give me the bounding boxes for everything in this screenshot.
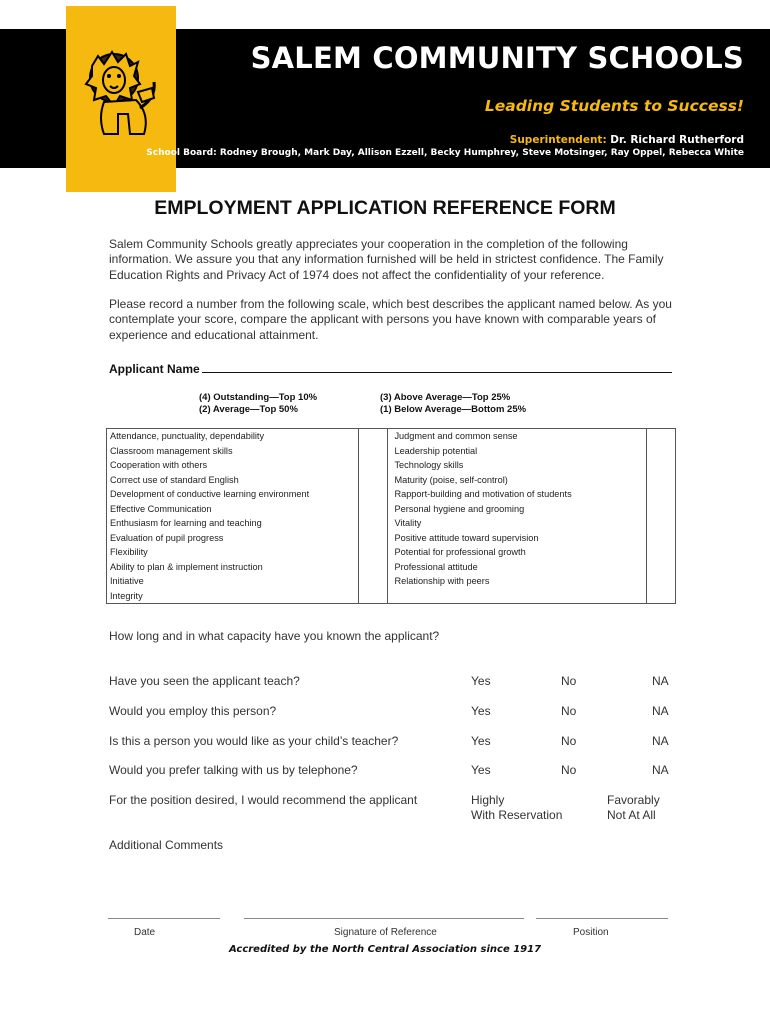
rating-row (107, 531, 676, 546)
rating-row (107, 589, 676, 604)
additional-comments-label: Additional Comments (109, 838, 224, 852)
rating-label-left: Initiative (107, 574, 359, 589)
rating-row (107, 458, 676, 473)
rating-label-left: Cooperation with others (107, 458, 359, 473)
rating-row (107, 574, 676, 589)
school-name: SALEM COMMUNITY SCHOOLS (250, 41, 744, 75)
recommend-not-at-all[interactable]: Not At All (607, 808, 656, 822)
rating-label-right: Leadership potential (388, 444, 646, 459)
accreditation-note: Accredited by the North Central Association since 1917 (228, 944, 542, 955)
rating-label-right: Positive attitude toward supervision (388, 531, 646, 546)
rating-score-box-left[interactable] (359, 429, 388, 444)
rating-score-box-right[interactable] (646, 545, 675, 560)
answer-yes[interactable]: Yes (471, 734, 491, 748)
rating-score-box-left[interactable] (359, 458, 388, 473)
intro-paragraph: Salem Community Schools greatly appreciates your cooperation in the completion of the following information. We assure you that any information furnished will be held in strictest confidence. The Family Education Rights and Privacy Act of 1974 does not affect the confidentiality of your reference. (109, 237, 664, 282)
question-childs-teacher: Is this a person you would like as your child’s teacher? (109, 734, 399, 748)
rating-score-box-left[interactable] (359, 487, 388, 502)
rating-score-box-left[interactable] (359, 560, 388, 575)
rating-row (107, 560, 676, 575)
rating-label-left: Correct use of standard English (107, 473, 359, 488)
applicant-name-field[interactable] (109, 360, 672, 376)
rating-row (107, 487, 676, 502)
answer-yes[interactable]: Yes (471, 763, 491, 777)
rating-label-left: Evaluation of pupil progress (107, 531, 359, 546)
form-title: EMPLOYMENT APPLICATION REFERENCE FORM (154, 197, 616, 219)
scale-right (380, 392, 526, 416)
rating-row (107, 429, 676, 444)
rating-score-box-right[interactable] (646, 444, 675, 459)
answer-no[interactable]: No (561, 674, 577, 688)
question-recommend: For the position desired, I would recommend the applicant (109, 793, 418, 807)
scale-above-average: (3) Above Average—Top 25% (380, 392, 511, 403)
recommend-highly[interactable]: Highly (471, 793, 505, 807)
rating-row (107, 502, 676, 517)
answer-na[interactable]: NA (652, 763, 669, 777)
position-line[interactable] (536, 917, 668, 919)
rating-label-left: Effective Communication (107, 502, 359, 517)
answer-na[interactable]: NA (652, 674, 669, 688)
rating-label-right: Professional attitude (388, 560, 646, 575)
rating-label-right (388, 589, 646, 604)
date-line[interactable] (108, 917, 220, 919)
signature-line[interactable] (244, 917, 524, 919)
school-board: School Board: Rodney Brough, Mark Day, Allison Ezzell, Becky Humphrey, Steve Motsinger, Ray Oppel, Rebecca White (146, 148, 744, 158)
rating-label-left: Enthusiasm for learning and teaching (107, 516, 359, 531)
rating-score-box-left[interactable] (359, 473, 388, 488)
rating-score-box-left[interactable] (359, 589, 388, 604)
answer-yes[interactable]: Yes (471, 704, 491, 718)
recommend-favorably[interactable]: Favorably (607, 793, 660, 807)
superintendent (510, 134, 744, 146)
lion-mascot-icon (74, 48, 166, 140)
question-telephone: Would you prefer talking with us by telephone? (109, 763, 358, 777)
rating-score-box-right[interactable] (646, 429, 675, 444)
rating-label-left: Integrity (107, 589, 359, 604)
position-label: Position (573, 927, 609, 938)
answer-no[interactable]: No (561, 734, 577, 748)
rating-score-box-right[interactable] (646, 458, 675, 473)
date-label: Date (134, 927, 156, 938)
scale-average: (2) Average—Top 50% (199, 404, 298, 415)
answer-na[interactable]: NA (652, 704, 669, 718)
applicant-name-line[interactable] (202, 360, 672, 373)
rating-row (107, 444, 676, 459)
rating-label-right: Potential for professional growth (388, 545, 646, 560)
rating-label-left: Flexibility (107, 545, 359, 560)
rating-score-box-right[interactable] (646, 574, 675, 589)
rating-score-box-right[interactable] (646, 560, 675, 575)
superintendent-name: Dr. Richard Rutherford (610, 134, 744, 146)
rating-score-box-right[interactable] (646, 502, 675, 517)
rating-score-box-right[interactable] (646, 531, 675, 546)
scale-left (199, 392, 317, 416)
question-seen-teach: Have you seen the applicant teach? (109, 674, 300, 688)
instructions-paragraph: Please record a number from the following scale, which best describes the applicant named below. As you contemplate your score, compare the applicant with persons you have known with comparable years of experience and educational attainment. (109, 297, 672, 342)
rating-score-box-left[interactable] (359, 444, 388, 459)
scale-outstanding: (4) Outstanding—Top 10% (199, 392, 318, 403)
rating-score-box-left[interactable] (359, 531, 388, 546)
rating-label-left: Development of conductive learning environment (107, 487, 359, 502)
rating-label-left: Classroom management skills (107, 444, 359, 459)
school-motto: Leading Students to Success! (484, 97, 744, 115)
rating-score-box-left[interactable] (359, 545, 388, 560)
answer-no[interactable]: No (561, 763, 577, 777)
answer-na[interactable]: NA (652, 734, 669, 748)
signature-label: Signature of Reference (334, 927, 437, 938)
rating-label-right: Relationship with peers (388, 574, 646, 589)
superintendent-label: Superintendent: (509, 134, 607, 146)
rating-label-right: Rapport-building and motivation of students (388, 487, 646, 502)
rating-score-box-right[interactable] (646, 473, 675, 488)
rating-score-box-right[interactable] (646, 487, 675, 502)
rating-score-box-left[interactable] (359, 516, 388, 531)
ratings-table (106, 428, 676, 604)
rating-row (107, 473, 676, 488)
rating-score-box-right[interactable] (646, 516, 675, 531)
rating-label-left: Attendance, punctuality, dependability (107, 429, 359, 444)
applicant-name-label: Applicant Name (109, 362, 200, 376)
recommend-with-reservation[interactable]: With Reservation (471, 808, 563, 822)
scale-below-average: (1) Below Average—Bottom 25% (380, 404, 527, 415)
rating-label-right: Vitality (388, 516, 646, 531)
rating-score-box-right[interactable] (646, 589, 675, 604)
rating-label-right: Maturity (poise, self-control) (388, 473, 646, 488)
rating-label-right: Personal hygiene and grooming (388, 502, 646, 517)
rating-label-right: Judgment and common sense (388, 429, 646, 444)
rating-row (107, 545, 676, 560)
rating-label-left: Ability to plan & implement instruction (107, 560, 359, 575)
rating-label-right: Technology skills (388, 458, 646, 473)
question-employ: Would you employ this person? (109, 704, 277, 718)
rating-score-box-left[interactable] (359, 502, 388, 517)
known-question: How long and in what capacity have you known the applicant? (109, 629, 440, 643)
answer-no[interactable]: No (561, 704, 577, 718)
rating-row (107, 516, 676, 531)
rating-score-box-left[interactable] (359, 574, 388, 589)
answer-yes[interactable]: Yes (471, 674, 491, 688)
